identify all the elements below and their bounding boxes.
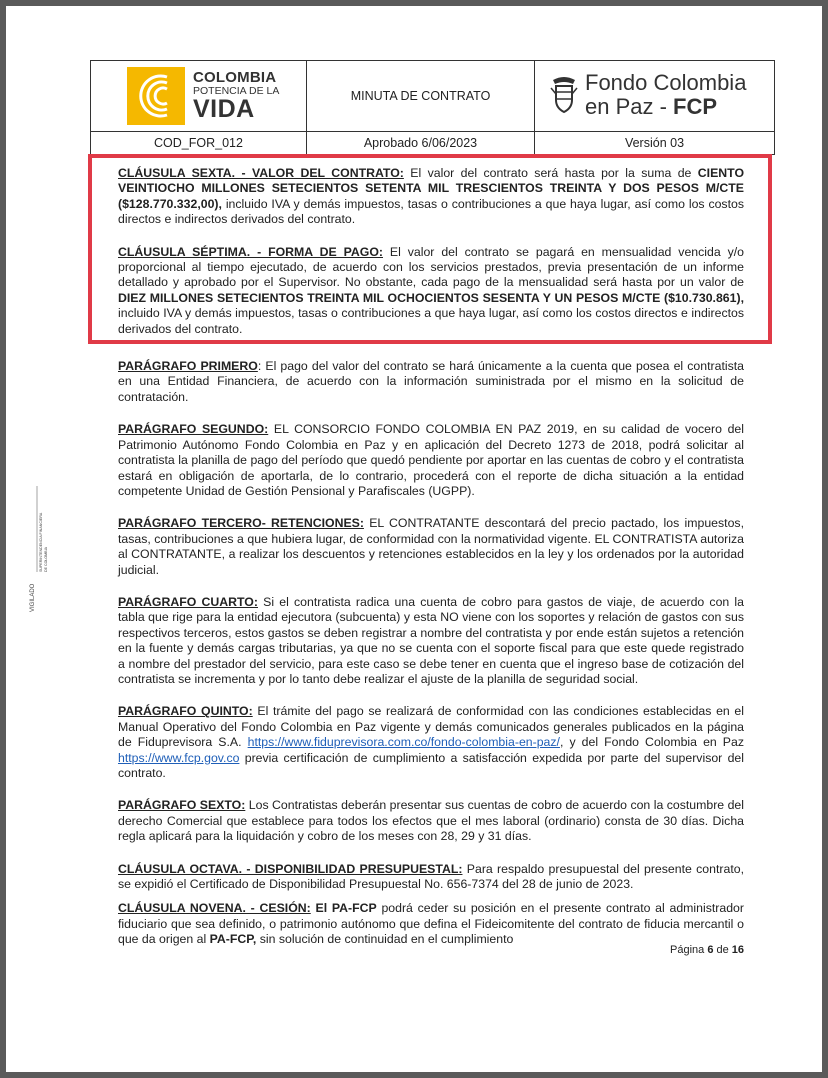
stamp-vigilado: VIGILADO bbox=[30, 583, 36, 612]
stamp-line3: DE COLOMBIA bbox=[44, 547, 48, 572]
document-title: MINUTA DE CONTRATO bbox=[307, 61, 535, 132]
fondo-colombia-logo bbox=[549, 71, 746, 119]
clause-amount: DIEZ MILLONES SETECIENTOS TREINTA MIL OCHOCIENTOS SESENTA Y UN PESOS M/CTE ($10.730.861), bbox=[118, 290, 744, 305]
paragraph-text: previa certificación de cumplimiento a satisfacción expedida por parte del supervisor del contrato. bbox=[118, 750, 744, 780]
clause-heading: CLÁUSULA SEXTA. - VALOR DEL CONTRATO: bbox=[118, 166, 404, 180]
stamp-line2: SUPERINTENDENCIA FINANCIERA bbox=[39, 512, 43, 572]
document-code: COD_FOR_012 bbox=[91, 132, 307, 155]
clause-heading: CLÁUSULA NOVENA. - CESIÓN: bbox=[118, 901, 311, 916]
clause-text: Para respaldo presupuestal del presente contrato, se expidió el Certificado de Disponibilidad Presupuestal No. 656-7374 del 28 de junio de 2023. bbox=[118, 861, 744, 892]
clause-septima bbox=[118, 245, 744, 337]
page-total: 16 bbox=[731, 944, 745, 956]
logo-right-fcp: FCP bbox=[673, 94, 718, 119]
logo-right-line1: Fondo Colombia bbox=[585, 70, 747, 95]
paragraph-sexto bbox=[118, 798, 744, 844]
clause-text: sin solución de continuidad en el cumplimiento bbox=[256, 932, 514, 947]
logo-cell-left bbox=[91, 61, 307, 132]
paragraph-text: Los Contratistas deberán presentar sus cuentas de cobro de acuerdo con la costumbre del derecho Comercial que establece para todos los efectos que el mes laboral (ordinario) consta de 30 días. Dicha regla aplicará para la liquidación y cobro de los meses con 28, 29 y 31 días. bbox=[118, 798, 744, 844]
paragraph-quinto bbox=[118, 704, 744, 781]
colombia-coat-of-arms-icon bbox=[549, 74, 579, 117]
logo-left-line1: COLOMBIA bbox=[193, 69, 277, 87]
page-label: Página bbox=[670, 944, 708, 956]
document-page bbox=[6, 6, 822, 1072]
clause-amount: CIENTO VEINTIOCHO MILLONES SETECIENTOS SETENTA MIL TRESCIENTOS TREINTA Y DOS PESOS M/CTE ($128.770.332,00), bbox=[118, 166, 745, 211]
page-of: de bbox=[713, 944, 732, 956]
logo-cell-right bbox=[535, 61, 775, 132]
paragraph-heading: PARÁGRAFO SEXTO: bbox=[118, 798, 246, 813]
paragraph-heading: PARÁGRAFO CUARTO: bbox=[118, 594, 258, 609]
clause-text: incluido IVA y demás impuestos, tasas o contribuciones a que haya lugar, así como los costos directos e indirectos derivados del contrato. bbox=[118, 196, 744, 227]
approval-date: Aprobado 6/06/2023 bbox=[307, 132, 535, 155]
clause-heading: CLÁUSULA SÉPTIMA. - FORMA DE PAGO: bbox=[118, 244, 383, 259]
fcp-link[interactable]: https://www.fcp.gov.co bbox=[118, 750, 240, 765]
clause-novena bbox=[118, 901, 744, 947]
colombia-logo-mark-icon bbox=[127, 67, 185, 125]
paragraph-text: Si el contratista radica una cuenta de cobro para gastos de viaje, de acuerdo con la tabla que rige para la entidad ejecutora (subcuenta) y esta NO viene con los soportes y relación de gastos con sus respectivos terceros, estos gastos se deben registrar a nombre del contratista y por ende están sujetos a retención en la fuente y demás cargas tributarias, ya que no se cuenta con el soporte fiscal para que este quede registrado a nombre del prestador del servicio, para este caso se debe tener en cuenta que el ingreso base de cotización del contratista se incrementa y por lo tanto debe realizar el ajuste de la planilla de seguridad social. bbox=[118, 594, 744, 686]
page-number bbox=[670, 944, 744, 956]
paragraph-text: EL CONTRATANTE descontará del precio pactado, los impuestos, tasas, contribuciones a que hubiera lugar, de conformidad con la normatividad vigente. EL CONTRATISTA autoriza al CONTRATANTE, a realizar los descuentos y retenciones establecidos en la ley y los ordenados por la autoridad judicial. bbox=[118, 516, 744, 577]
clause-heading: CLÁUSULA OCTAVA. - DISPONIBILIDAD PRESUPUESTAL: bbox=[118, 861, 463, 876]
paragraph-segundo bbox=[118, 422, 744, 499]
document-header-table bbox=[90, 60, 775, 155]
page-current: 6 bbox=[707, 944, 714, 956]
paragraph-heading: PARÁGRAFO QUINTO: bbox=[118, 704, 253, 719]
clause-text: El valor del contrato será hasta por la suma de bbox=[403, 166, 698, 180]
clause-bold: El PA-FCP bbox=[310, 901, 377, 916]
contract-body bbox=[118, 166, 744, 965]
clause-bold: PA-FCP, bbox=[209, 932, 257, 947]
clause-text: El valor del contrato se pagará en mensualidad vencida y/o proporcional al tiempo ejecutado, de acuerdo con los servicios prestados, previa presentación de un informe detallado y aprobado por el Supervisor. No obstante, cada pago de la mensualidad será hasta por un valor de bbox=[118, 244, 744, 290]
paragraph-cuarto bbox=[118, 595, 744, 687]
logo-right-line2: en Paz - bbox=[585, 94, 674, 119]
clause-text: incluido IVA y demás impuestos, tasas o contribuciones a que haya lugar, así como los costos directos e indirectos derivados del contrato. bbox=[118, 306, 744, 336]
vigilado-stamp bbox=[26, 484, 56, 614]
clause-text: podrá ceder su posición en el presente contrato al administrador fiduciario que sea definido, o patrimonio autónomo que defina el Fideicomitente del contrato de fiducia mercantil o que da origen al bbox=[118, 901, 744, 947]
colombia-potencia-logo bbox=[127, 67, 279, 125]
paragraph-text: , y del Fondo Colombia en Paz bbox=[559, 735, 744, 750]
clause-octava bbox=[118, 862, 744, 893]
paragraph-heading: PARÁGRAFO PRIMERO bbox=[118, 359, 258, 374]
paragraph-primero bbox=[118, 359, 744, 405]
fiduprevisora-link[interactable]: https://www.fiduprevisora.com.co/fondo-colombia-en-paz/ bbox=[247, 735, 560, 750]
paragraph-heading: PARÁGRAFO SEGUNDO: bbox=[118, 422, 269, 437]
paragraph-text: El trámite del pago se realizará de conformidad con las condiciones establecidas en el Manual Operativo del Fondo Colombia en Paz vigente y demás comunicados generales publicados en la página de Fiduprevisora S.A. bbox=[118, 704, 744, 750]
clause-sexta bbox=[118, 166, 744, 228]
document-version: Versión 03 bbox=[535, 132, 775, 155]
logo-left-line3: VIDA bbox=[193, 94, 255, 123]
paragraph-tercero bbox=[118, 516, 744, 578]
paragraph-text: : El pago del valor del contrato se hará únicamente a la cuenta que posea el contratista en una Entidad Financiera, de acuerdo con la información suministrada por el mismo en la solicitud de contratación. bbox=[118, 359, 745, 404]
logo-left-line2: POTENCIA DE LA bbox=[193, 85, 280, 98]
paragraph-text: EL CONSORCIO FONDO COLOMBIA EN PAZ 2019, en su calidad de vocero del Patrimonio Autónomo Fondo Colombia en Paz y en aplicación del Decreto 1273 de 2018, podrá solicitar al contratista la planilla de pago del período que quedó pendiente por aportar en las cuentas de cobro y el contratista estará en obligación de aportarla, de lo contrario, procederá con el reporte de dicha situación a la entidad competente Unidad de Gestión Pensional y Parafiscales (UGPP). bbox=[118, 422, 744, 498]
paragraph-heading: PARÁGRAFO TERCERO- RETENCIONES: bbox=[118, 516, 364, 531]
